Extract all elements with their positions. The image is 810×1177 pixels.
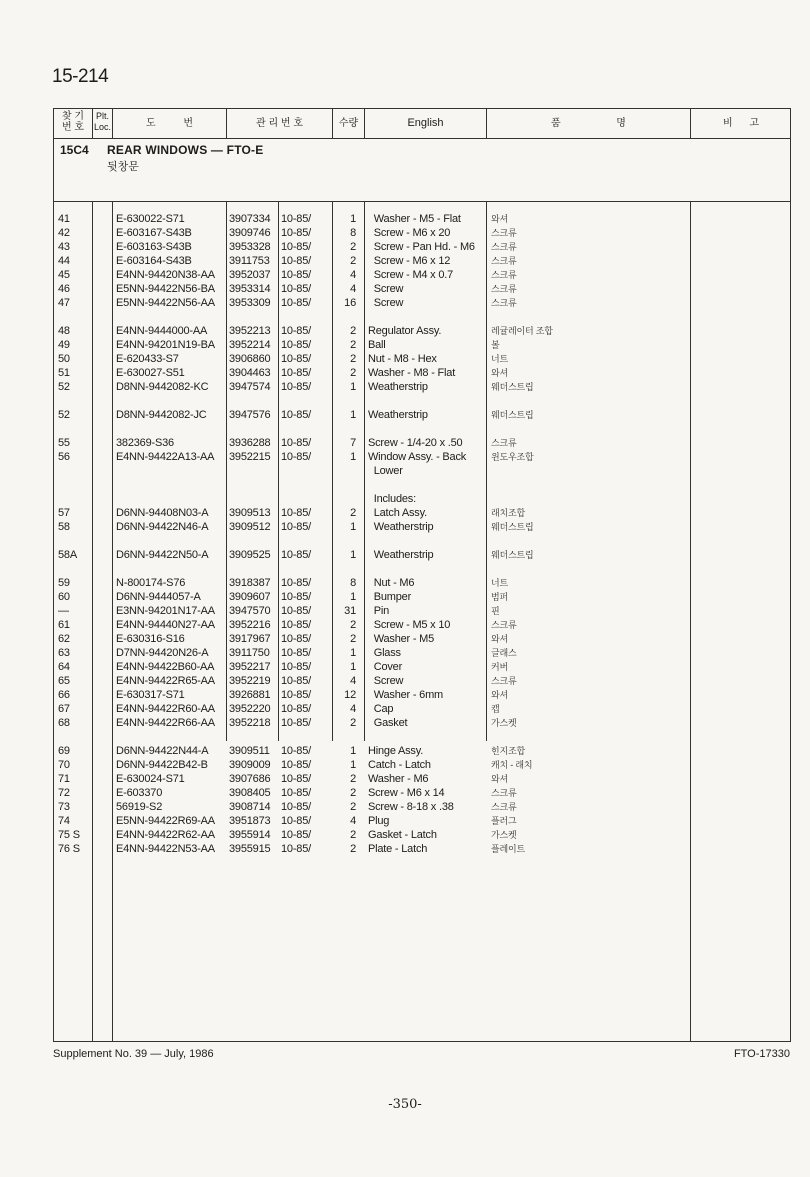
row-description: Screw - M4 x 0.7 (368, 269, 454, 281)
row-part-number: D6NN-9444057-A (116, 591, 201, 603)
row-korean-name: 스크류 (491, 438, 517, 448)
row-quantity: 4 (350, 269, 356, 281)
row-finis-code: 3907334 (229, 213, 271, 225)
row-description: Regulator Assy. (368, 325, 442, 337)
row-quantity: 12 (344, 689, 356, 701)
row-quantity: 1 (350, 759, 356, 771)
row-ref: 68 (58, 717, 70, 729)
row-ref: 65 (58, 675, 70, 687)
row-description: Screw - M6 x 20 (368, 227, 451, 239)
row-description: Gasket (368, 717, 408, 729)
row-part-number: E4NN-94420N38-AA (116, 269, 215, 281)
row-description: Plug (368, 815, 390, 827)
row-korean-name: 스크류 (491, 270, 517, 280)
header-divider (53, 138, 791, 139)
row-date: 10-85/ (281, 801, 311, 813)
row-quantity: 1 (350, 661, 356, 673)
row-finis-code: 3908405 (229, 787, 271, 799)
row-part-number: D8NN-9442082-JC (116, 409, 207, 421)
row-description: Screw - M6 x 12 (368, 255, 451, 267)
col-line-date (332, 201, 333, 741)
row-ref: 73 (58, 801, 70, 813)
row-date: 10-85/ (281, 269, 311, 281)
row-description: Washer - M8 - Flat (368, 367, 456, 379)
row-korean-name: 캐치 - 래치 (491, 760, 533, 770)
row-part-number: E4NN-94422N53-AA (116, 843, 215, 855)
row-ref: 61 (58, 619, 70, 631)
row-date: 10-85/ (281, 255, 311, 267)
row-finis-code: 3952218 (229, 717, 271, 729)
row-description: Pin (368, 605, 390, 617)
row-finis-code: 3952219 (229, 675, 271, 687)
row-korean-name: 힌지조합 (491, 746, 525, 756)
row-date: 10-85/ (281, 353, 311, 365)
header-ref (55, 111, 91, 133)
row-korean-name: 핀 (491, 606, 500, 616)
col-line-ref-body (92, 201, 93, 1042)
row-finis-code: 3909511 (229, 745, 270, 757)
row-korean-name: 캡 (491, 704, 500, 714)
row-korean-name: 스크류 (491, 256, 517, 266)
row-date: 10-85/ (281, 451, 311, 463)
row-description: Nut - M6 (368, 577, 415, 589)
row-finis-code: 3907686 (229, 773, 271, 785)
row-date: 10-85/ (281, 339, 311, 351)
section-korean-title: 뒷창문 (107, 161, 139, 173)
row-ref: 67 (58, 703, 70, 715)
row-ref: 60 (58, 591, 70, 603)
row-date: 10-85/ (281, 591, 311, 603)
row-date: 10-85/ (281, 829, 311, 841)
row-part-number: E4NN-94422R62-AA (116, 829, 215, 841)
row-part-number: E-630317-S71 (116, 689, 185, 701)
row-finis-code: 3911750 (229, 647, 270, 659)
row-date: 10-85/ (281, 745, 311, 757)
row-date: 10-85/ (281, 213, 311, 225)
row-date: 10-85/ (281, 633, 311, 645)
row-ref: 51 (58, 367, 70, 379)
row-date: 10-85/ (281, 759, 311, 771)
row-ref: 75 S (58, 829, 80, 841)
row-korean-name: 플러그 (491, 816, 517, 826)
row-korean-name: 글래스 (491, 648, 517, 658)
row-ref: 57 (58, 507, 70, 519)
row-description: Screw (368, 675, 404, 687)
header-ref-line2: 번 호 (61, 122, 85, 133)
row-korean-name: 스크류 (491, 242, 517, 252)
row-finis-code: 3952037 (229, 269, 271, 281)
row-quantity: 16 (344, 297, 356, 309)
row-korean-name: 와셔 (491, 774, 508, 784)
row-finis-code: 3952213 (229, 325, 271, 337)
section-title: REAR WINDOWS — FTO-E (107, 143, 264, 157)
row-description: Plate - Latch (368, 843, 428, 855)
row-quantity: 1 (350, 647, 356, 659)
row-description: Washer - M5 (368, 633, 435, 645)
row-korean-name: 너트 (491, 354, 508, 364)
row-ref: 56 (58, 451, 70, 463)
row-ref: 58A (58, 549, 77, 561)
header-qty: 수량 (338, 118, 359, 129)
row-korean-name: 스크류 (491, 620, 517, 630)
row-date: 10-85/ (281, 675, 311, 687)
row-ref: 45 (58, 269, 70, 281)
row-quantity: 2 (350, 255, 356, 267)
row-date: 10-85/ (281, 297, 311, 309)
header-remarks: 비 고 (723, 118, 759, 129)
row-part-number: E-630027-S51 (116, 367, 185, 379)
row-part-number: D6NN-94422B42-B (116, 759, 208, 771)
row-date: 10-85/ (281, 605, 311, 617)
row-description: Glass (368, 647, 401, 659)
row-ref: 62 (58, 633, 70, 645)
row-description: Screw - M5 x 10 (368, 619, 451, 631)
row-description: Weatherstrip (368, 521, 434, 533)
row-part-number: E-630022-S71 (116, 213, 185, 225)
row-description: Includes: (368, 493, 416, 505)
row-ref: 72 (58, 787, 70, 799)
row-ref: 69 (58, 745, 70, 757)
row-finis-code: 3947574 (229, 381, 271, 393)
row-ref: 49 (58, 339, 70, 351)
row-quantity: 2 (350, 241, 356, 253)
row-description: Bumper (368, 591, 412, 603)
row-date: 10-85/ (281, 381, 311, 393)
row-ref: 52 (58, 381, 70, 393)
row-korean-name: 플레이트 (491, 844, 525, 854)
row-finis-code: 3952214 (229, 339, 271, 351)
row-description: Weatherstrip (368, 381, 428, 393)
page-folio: -350- (388, 1097, 422, 1112)
header-loc-line2: Loc. (93, 122, 111, 132)
header-loc (93, 111, 112, 133)
row-ref: 63 (58, 647, 70, 659)
row-ref: 58 (58, 521, 70, 533)
row-finis-code: 3955915 (229, 843, 271, 855)
row-date: 10-85/ (281, 661, 311, 673)
row-quantity: 8 (350, 227, 356, 239)
row-korean-name: 스크류 (491, 788, 517, 798)
col-line-part-body (226, 201, 227, 741)
row-description: Catch - Latch (368, 759, 431, 771)
row-part-number: E5NN-94422N56-AA (116, 297, 215, 309)
row-date: 10-85/ (281, 521, 311, 533)
row-finis-code: 3951873 (229, 815, 271, 827)
row-part-number: E4NN-94422R65-AA (116, 675, 215, 687)
document-code: FTO-17330 (733, 1048, 790, 1060)
row-ref: 76 S (58, 843, 80, 855)
row-korean-name: 윈도우조합 (491, 452, 534, 462)
row-korean-name: 레귤레이터 조합 (491, 326, 553, 336)
row-description: Washer - M6 (368, 773, 429, 785)
row-description: Screw - Pan Hd. - M6 (368, 241, 475, 253)
section-divider (53, 201, 791, 202)
row-part-number: E4NN-9444000-AA (116, 325, 208, 337)
row-date: 10-85/ (281, 619, 311, 631)
row-description: Washer - 6mm (368, 689, 444, 701)
row-ref: 44 (58, 255, 70, 267)
row-description: Cap (368, 703, 394, 715)
row-quantity: 2 (350, 367, 356, 379)
row-quantity: 2 (350, 843, 356, 855)
col-line-korean-body (690, 201, 691, 1042)
row-description: Lower (368, 465, 403, 477)
row-description: Weatherstrip (368, 409, 428, 421)
row-korean-name: 래치조합 (491, 508, 525, 518)
row-description: Screw (368, 297, 404, 309)
row-korean-name: 볼 (491, 340, 500, 350)
row-date: 10-85/ (281, 577, 311, 589)
row-part-number: E4NN-94422B60-AA (116, 661, 215, 673)
row-finis-code: 3953309 (229, 297, 271, 309)
row-finis-code: 3953328 (229, 241, 271, 253)
row-ref: 48 (58, 325, 70, 337)
row-finis-code: 3908714 (229, 801, 271, 813)
row-korean-name: 스크류 (491, 228, 517, 238)
row-date: 10-85/ (281, 703, 311, 715)
row-korean-name: 와셔 (491, 368, 508, 378)
row-finis-code: 3953314 (229, 283, 271, 295)
page-number: 15-214 (52, 66, 109, 87)
row-part-number: E4NN-94422A13-AA (116, 451, 215, 463)
row-part-number: D6NN-94422N44-A (116, 745, 209, 757)
row-quantity: 1 (350, 381, 356, 393)
row-finis-code: 3909746 (229, 227, 271, 239)
row-part-number: E4NN-94440N27-AA (116, 619, 215, 631)
row-part-number: E-630316-S16 (116, 633, 185, 645)
row-korean-name: 와셔 (491, 214, 508, 224)
row-date: 10-85/ (281, 227, 311, 239)
row-korean-name: 와셔 (491, 634, 508, 644)
row-ref: 47 (58, 297, 70, 309)
row-finis-code: 3904463 (229, 367, 271, 379)
row-ref: 71 (58, 773, 70, 785)
row-korean-name: 웨더스트립 (491, 410, 534, 420)
row-part-number: 382369-S36 (116, 437, 174, 449)
header-part-no: 도 번 (145, 118, 194, 129)
row-finis-code: 3947570 (229, 605, 271, 617)
row-description: Weatherstrip (368, 549, 434, 561)
row-part-number: E-603370 (116, 787, 163, 799)
row-description: Screw - 8-18 x .38 (368, 801, 454, 813)
row-part-number: N-800174-S76 (116, 577, 186, 589)
row-quantity: 2 (350, 829, 356, 841)
row-quantity: 2 (350, 339, 356, 351)
header-loc-line1: Plt. (95, 111, 109, 121)
row-quantity: 2 (350, 717, 356, 729)
row-finis-code: 3906860 (229, 353, 271, 365)
row-date: 10-85/ (281, 843, 311, 855)
row-quantity: 1 (350, 745, 356, 757)
row-date: 10-85/ (281, 437, 311, 449)
row-date: 10-85/ (281, 689, 311, 701)
row-ref: 70 (58, 759, 70, 771)
row-part-number: E-630024-S71 (116, 773, 185, 785)
row-part-number: D6NN-94408N03-A (116, 507, 209, 519)
row-date: 10-85/ (281, 717, 311, 729)
row-finis-code: 3952220 (229, 703, 271, 715)
row-quantity: 1 (350, 591, 356, 603)
row-description: Latch Assy. (368, 507, 427, 519)
row-description: Washer - M5 - Flat (368, 213, 461, 225)
row-description: Screw - M6 x 14 (368, 787, 445, 799)
row-korean-name: 와셔 (491, 690, 508, 700)
row-quantity: 4 (350, 815, 356, 827)
row-quantity: 8 (350, 577, 356, 589)
row-part-number: E4NN-94201N19-BA (116, 339, 215, 351)
row-part-number: D8NN-9442082-KC (116, 381, 209, 393)
row-ref: 52 (58, 409, 70, 421)
row-description: Screw - 1/4-20 x .50 (368, 437, 463, 449)
row-part-number: E-603164-S43B (116, 255, 192, 267)
row-part-number: E5NN-94422N56-BA (116, 283, 215, 295)
row-ref: 64 (58, 661, 70, 673)
row-finis-code: 3909512 (229, 521, 271, 533)
row-quantity: 1 (350, 549, 356, 561)
header-fin-no: 관 리 번 호 (256, 118, 303, 129)
col-line-english-body (486, 201, 487, 741)
row-quantity: 1 (350, 409, 356, 421)
row-date: 10-85/ (281, 787, 311, 799)
row-quantity: 7 (350, 437, 356, 449)
row-korean-name: 커버 (491, 662, 508, 672)
row-korean-name: 스크류 (491, 284, 517, 294)
row-date: 10-85/ (281, 507, 311, 519)
row-quantity: 1 (350, 213, 356, 225)
row-part-number: E4NN-94422R60-AA (116, 703, 215, 715)
row-korean-name: 가스켓 (491, 718, 517, 728)
row-part-number: E-603163-S43B (116, 241, 192, 253)
row-finis-code: 3936288 (229, 437, 271, 449)
row-finis-code: 3955914 (229, 829, 271, 841)
row-ref: 42 (58, 227, 70, 239)
supplement-note: Supplement No. 39 — July, 1986 (53, 1048, 214, 1060)
row-ref: 59 (58, 577, 70, 589)
row-date: 10-85/ (281, 325, 311, 337)
row-date: 10-85/ (281, 549, 311, 561)
row-quantity: 2 (350, 353, 356, 365)
row-finis-code: 3909525 (229, 549, 271, 561)
col-line-loc-body (112, 201, 113, 1042)
row-date: 10-85/ (281, 773, 311, 785)
col-line-qty-body (364, 201, 365, 741)
row-description: Ball (368, 339, 386, 351)
row-ref: 50 (58, 353, 70, 365)
row-quantity: 2 (350, 619, 356, 631)
row-date: 10-85/ (281, 409, 311, 421)
row-description: Screw (368, 283, 404, 295)
row-part-number: E5NN-94422R69-AA (116, 815, 215, 827)
row-quantity: 4 (350, 703, 356, 715)
row-korean-name: 웨더스트립 (491, 522, 534, 532)
row-ref: 43 (58, 241, 70, 253)
row-part-number: D7NN-94420N26-A (116, 647, 209, 659)
header-english: English (407, 117, 444, 129)
row-finis-code: 3947576 (229, 409, 271, 421)
row-korean-name: 가스켓 (491, 830, 517, 840)
row-finis-code: 3911753 (229, 255, 270, 267)
row-quantity: 31 (344, 605, 356, 617)
row-quantity: 2 (350, 507, 356, 519)
row-ref: 74 (58, 815, 70, 827)
row-quantity: 2 (350, 633, 356, 645)
row-quantity: 4 (350, 283, 356, 295)
row-quantity: 2 (350, 773, 356, 785)
row-finis-code: 3909607 (229, 591, 271, 603)
row-quantity: 2 (350, 801, 356, 813)
row-date: 10-85/ (281, 367, 311, 379)
row-part-number: D6NN-94422N46-A (116, 521, 209, 533)
row-ref: — (58, 605, 69, 617)
col-line-fin (278, 201, 279, 741)
row-part-number: E-620433-S7 (116, 353, 179, 365)
row-part-number: D6NN-94422N50-A (116, 549, 209, 561)
row-finis-code: 3926881 (229, 689, 271, 701)
row-description: Gasket - Latch (368, 829, 437, 841)
row-quantity: 2 (350, 787, 356, 799)
row-date: 10-85/ (281, 241, 311, 253)
row-part-number: E-603167-S43B (116, 227, 192, 239)
row-finis-code: 3909513 (229, 507, 271, 519)
header-ref-line1: 찾 기 (61, 111, 85, 122)
row-korean-name: 스크류 (491, 676, 517, 686)
row-description: Window Assy. - Back (368, 451, 467, 463)
row-ref: 66 (58, 689, 70, 701)
row-quantity: 1 (350, 451, 356, 463)
row-korean-name: 스크류 (491, 298, 517, 308)
row-korean-name: 스크류 (491, 802, 517, 812)
row-ref: 46 (58, 283, 70, 295)
row-finis-code: 3952215 (229, 451, 271, 463)
row-date: 10-85/ (281, 647, 311, 659)
row-korean-name: 웨더스트립 (491, 382, 534, 392)
row-korean-name: 웨더스트립 (491, 550, 534, 560)
row-finis-code: 3918387 (229, 577, 271, 589)
row-date: 10-85/ (281, 283, 311, 295)
row-part-number: E3NN-94201N17-AA (116, 605, 215, 617)
row-description: Hinge Assy. (368, 745, 424, 757)
header-korean: 품 명 (551, 118, 626, 129)
row-description: Nut - M8 - Hex (368, 353, 437, 365)
section-code: 15C4 (60, 143, 89, 157)
row-part-number: 56919-S2 (116, 801, 163, 813)
row-korean-name: 너트 (491, 578, 508, 588)
row-finis-code: 3909009 (229, 759, 271, 771)
row-korean-name: 범퍼 (491, 592, 508, 602)
row-ref: 55 (58, 437, 70, 449)
row-finis-code: 3917967 (229, 633, 271, 645)
row-quantity: 2 (350, 325, 356, 337)
row-part-number: E4NN-94422R66-AA (116, 717, 215, 729)
row-finis-code: 3952216 (229, 619, 271, 631)
row-finis-code: 3952217 (229, 661, 271, 673)
row-ref: 41 (58, 213, 70, 225)
row-description: Cover (368, 661, 403, 673)
row-quantity: 4 (350, 675, 356, 687)
row-quantity: 1 (350, 521, 356, 533)
row-date: 10-85/ (281, 815, 311, 827)
